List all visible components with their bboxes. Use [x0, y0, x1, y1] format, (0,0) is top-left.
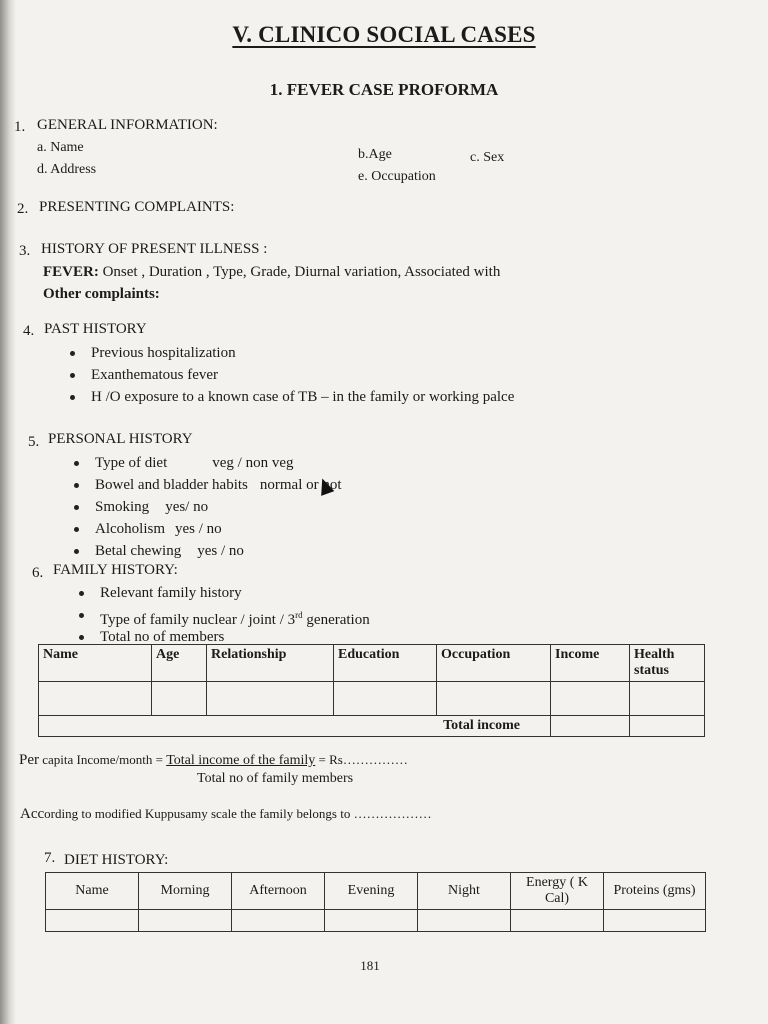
table-cell[interactable]: [232, 910, 325, 932]
table-cell[interactable]: [46, 910, 139, 932]
family-members-table: [38, 644, 705, 737]
col-header-afternoon: Afternoon: [232, 873, 325, 910]
kuppusamy-text: ording to modified Kuppusamy scale the family belongs to ………………: [44, 806, 432, 821]
family-type-superscript: rd: [295, 610, 303, 620]
fever-line: [43, 264, 500, 281]
table-cell[interactable]: [207, 682, 334, 716]
col-header-age: Age: [152, 645, 207, 682]
table-row: [46, 910, 706, 932]
table-header-row: [46, 873, 706, 910]
per-capita-denominator: Total no of family members: [197, 771, 354, 786]
table-cell[interactable]: [604, 910, 706, 932]
field-address: d. Address: [37, 162, 97, 177]
col-header-energy: Energy ( K Cal): [511, 873, 604, 910]
section-3-number: 3.: [19, 243, 31, 259]
field-age: b.Age: [358, 147, 392, 162]
page-edge-shadow: [0, 0, 16, 1024]
family-type-suffix: generation: [302, 612, 370, 628]
total-income-cell[interactable]: [551, 716, 630, 737]
per-capita-prefix: Per: [19, 752, 39, 768]
per-capita-equals: = Rs……………: [315, 752, 408, 767]
list-item: [71, 452, 342, 474]
section-1-number: 1.: [14, 119, 26, 135]
col-header-evening: Evening: [325, 873, 418, 910]
list-item: Total no of members: [76, 626, 370, 648]
col-header-occupation: Occupation: [437, 645, 551, 682]
table-cell[interactable]: [630, 716, 705, 737]
section-4-heading: PAST HISTORY: [44, 321, 147, 337]
list-item: Exanthematous fever: [67, 364, 514, 386]
table-cell[interactable]: [139, 910, 232, 932]
item-options: yes / no: [197, 543, 244, 559]
col-header-morning: Morning: [139, 873, 232, 910]
item-label: Alcoholism: [95, 521, 165, 537]
section-5-number: 5.: [28, 434, 40, 450]
kuppusamy-prefix: Acc: [20, 806, 45, 822]
page-title: V. CLINICO SOCIAL CASES: [232, 22, 536, 47]
table-cell[interactable]: [325, 910, 418, 932]
item-options: normal or not: [259, 477, 342, 493]
past-history-list: [67, 342, 514, 408]
personal-history-list: [71, 452, 342, 562]
list-item: Relevant family history: [76, 582, 370, 604]
table-cell[interactable]: [511, 910, 604, 932]
field-sex: c. Sex: [470, 150, 505, 165]
list-item: [71, 496, 342, 518]
family-history-list: [76, 582, 370, 648]
list-item: H /O exposure to a known case of TB – in the family or working palce: [67, 386, 514, 408]
table-cell[interactable]: [418, 910, 511, 932]
table-header-row: [39, 645, 705, 682]
item-options: veg / non veg: [212, 455, 294, 471]
family-type-text: Type of family nuclear / joint / 3: [100, 612, 296, 628]
other-complaints-label: Other complaints:: [43, 286, 160, 302]
section-3-heading: HISTORY OF PRESENT ILLNESS :: [41, 241, 268, 257]
item-label: Bowel and bladder habits: [95, 477, 248, 493]
table-cell[interactable]: [334, 682, 437, 716]
col-header-night: Night: [418, 873, 511, 910]
diet-history-table: [45, 872, 706, 932]
list-item: [71, 540, 342, 562]
total-income-label: Total income: [39, 716, 551, 737]
table-cell[interactable]: [152, 682, 207, 716]
section-1-heading: GENERAL INFORMATION:: [37, 117, 218, 133]
table-cell[interactable]: [630, 682, 705, 716]
table-cell[interactable]: [39, 682, 152, 716]
section-7-number: 7.: [44, 850, 56, 866]
list-item: Previous hospitalization: [67, 342, 514, 364]
col-header-education: Education: [334, 645, 437, 682]
section-6-heading: FAMILY HISTORY:: [53, 562, 178, 578]
table-cell[interactable]: [437, 682, 551, 716]
item-options: yes/ no: [165, 499, 209, 515]
item-options: yes / no: [175, 521, 222, 537]
col-header-income: Income: [551, 645, 630, 682]
item-label: Type of diet: [95, 455, 168, 471]
section-7-heading: DIET HISTORY:: [64, 852, 169, 868]
section-2-number: 2.: [17, 201, 29, 217]
table-row: [39, 682, 705, 716]
section-4-number: 4.: [23, 323, 35, 339]
field-occupation: e. Occupation: [358, 169, 436, 184]
list-item: [76, 604, 370, 626]
col-header-proteins: Proteins (gms): [604, 873, 706, 910]
col-header-health-status: Health status: [630, 645, 705, 682]
item-label: Smoking: [95, 499, 150, 515]
fever-label: FEVER:: [43, 264, 99, 280]
col-header-name: Name: [39, 645, 152, 682]
section-6-number: 6.: [32, 565, 44, 581]
per-capita-numerator: Total income of the family: [166, 753, 316, 768]
per-capita-line: [19, 752, 408, 769]
list-item: [71, 474, 342, 496]
item-label: Betal chewing: [95, 543, 182, 559]
proforma-title: 1. FEVER CASE PROFORMA: [269, 80, 499, 99]
per-capita-label: capita Income/month =: [39, 752, 167, 767]
field-name: a. Name: [37, 140, 84, 155]
table-cell[interactable]: [551, 682, 630, 716]
fever-details: Onset , Duration , Type, Grade, Diurnal variation, Associated with: [98, 264, 501, 280]
col-header-relationship: Relationship: [207, 645, 334, 682]
page-number: 181: [360, 958, 380, 973]
list-item: [71, 518, 342, 540]
col-header-name: Name: [46, 873, 139, 910]
total-income-row: [39, 716, 705, 737]
section-2-heading: PRESENTING COMPLAINTS:: [39, 199, 235, 215]
kuppusamy-line: [20, 806, 432, 823]
section-5-heading: PERSONAL HISTORY: [48, 431, 193, 447]
